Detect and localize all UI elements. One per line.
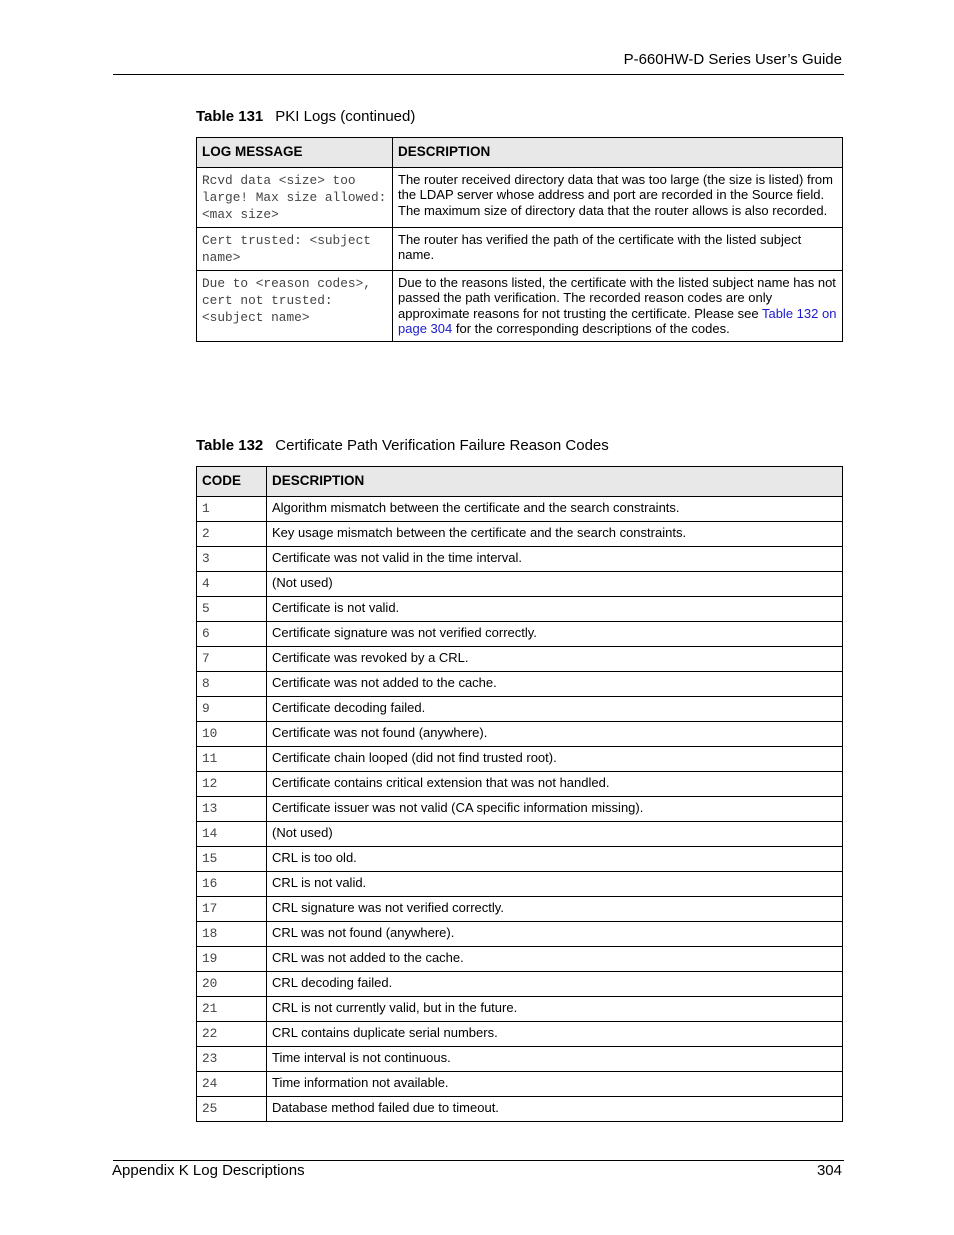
table-row: [197, 167, 843, 227]
description-cell: The router has verified the path of the certificate with the listed subject name.: [393, 227, 843, 270]
description-cell: Database method failed due to timeout.: [267, 1096, 843, 1121]
description-cell: CRL was not added to the cache.: [267, 946, 843, 971]
code-cell: 4: [197, 571, 267, 596]
code-cell: 20: [197, 971, 267, 996]
table-row: [197, 1021, 843, 1046]
footer-rule: [113, 1160, 844, 1161]
column-header-code: CODE: [197, 467, 267, 497]
table-132-cross-reference-link[interactable]: Table 132 on page 304: [398, 305, 837, 337]
code-cell: 3: [197, 546, 267, 571]
code-cell: 19: [197, 946, 267, 971]
description-cell: The router received directory data that was too large (the size is listed) from the LDAP server whose address and port are recorded in the Source field. The maximum size of directory data that the router allows is also recorded.: [393, 167, 843, 227]
table-132-caption: [196, 437, 609, 455]
code-cell: 10: [197, 721, 267, 746]
table-row: [197, 746, 843, 771]
code-cell: 15: [197, 846, 267, 871]
description-cell: Certificate is not valid.: [267, 596, 843, 621]
code-cell: 11: [197, 746, 267, 771]
header-rule: [113, 74, 844, 75]
code-cell: 21: [197, 996, 267, 1021]
description-cell: CRL was not found (anywhere).: [267, 921, 843, 946]
log-message-cell: Rcvd data <size> too large! Max size allowed: <max size>: [197, 167, 393, 227]
table-row: [197, 921, 843, 946]
table-131-caption-number: Table 131: [196, 108, 264, 125]
table-row: [197, 946, 843, 971]
table-132-caption-number: Table 132: [196, 437, 264, 454]
code-cell: 24: [197, 1071, 267, 1096]
code-cell: 14: [197, 821, 267, 846]
description-cell: CRL is too old.: [267, 846, 843, 871]
table-row: [197, 671, 843, 696]
code-cell: 22: [197, 1021, 267, 1046]
description-cell: CRL signature was not verified correctly.: [267, 896, 843, 921]
description-cell: Certificate issuer was not valid (CA specific information missing).: [267, 796, 843, 821]
code-cell: 7: [197, 646, 267, 671]
table-row: [197, 696, 843, 721]
table-row: [197, 871, 843, 896]
code-cell: 23: [197, 1046, 267, 1071]
table-row: [197, 521, 843, 546]
table-row: [197, 1096, 843, 1121]
table-header-row: [197, 138, 843, 168]
code-cell: 18: [197, 921, 267, 946]
table-row: [197, 1071, 843, 1096]
table-row: [197, 571, 843, 596]
code-cell: 6: [197, 621, 267, 646]
table-row: [197, 821, 843, 846]
table-row: [197, 796, 843, 821]
running-header: P-660HW-D Series User’s Guide: [623, 51, 842, 68]
table-row: [197, 996, 843, 1021]
description-cell: Algorithm mismatch between the certificate and the search constraints.: [267, 496, 843, 521]
table-row: [197, 1046, 843, 1071]
description-cell: Certificate was revoked by a CRL.: [267, 646, 843, 671]
code-cell: 16: [197, 871, 267, 896]
description-cell: Certificate decoding failed.: [267, 696, 843, 721]
code-cell: 9: [197, 696, 267, 721]
table-row: [197, 546, 843, 571]
description-cell: (Not used): [267, 821, 843, 846]
table-row: [197, 596, 843, 621]
reason-codes-body: [197, 496, 843, 1121]
table-row: [197, 270, 843, 341]
description-cell: CRL is not currently valid, but in the future.: [267, 996, 843, 1021]
table-row: [197, 846, 843, 871]
table-row: [197, 971, 843, 996]
description-cell: Time interval is not continuous.: [267, 1046, 843, 1071]
table-row: [197, 496, 843, 521]
description-cell: Certificate was not valid in the time interval.: [267, 546, 843, 571]
code-cell: 17: [197, 896, 267, 921]
log-message-cell: Due to <reason codes>, cert not trusted: <subject name>: [197, 270, 393, 341]
description-cell: Certificate was not found (anywhere).: [267, 721, 843, 746]
description-cell: CRL is not valid.: [267, 871, 843, 896]
description-cell: [393, 270, 843, 341]
table-row: [197, 646, 843, 671]
column-header-description: DESCRIPTION: [267, 467, 843, 497]
description-text: Due to the reasons listed, the certificate with the listed subject name has not passed the path verification. The recorded reason codes are only approximate reasons for not trusting the certificate. Please see: [398, 274, 836, 321]
description-text: for the corresponding descriptions of the codes.: [452, 321, 730, 337]
column-header-log-message: LOG MESSAGE: [197, 138, 393, 168]
code-cell: 12: [197, 771, 267, 796]
description-cell: Certificate was not added to the cache.: [267, 671, 843, 696]
footer-section-title: Appendix K Log Descriptions: [112, 1162, 305, 1179]
description-cell: CRL contains duplicate serial numbers.: [267, 1021, 843, 1046]
table-header-row: [197, 467, 843, 497]
description-cell: Certificate contains critical extension that was not handled.: [267, 771, 843, 796]
code-cell: 2: [197, 521, 267, 546]
table-row: [197, 721, 843, 746]
code-cell: 8: [197, 671, 267, 696]
table-row: [197, 227, 843, 270]
description-cell: Certificate signature was not verified correctly.: [267, 621, 843, 646]
log-message-cell: Cert trusted: <subject name>: [197, 227, 393, 270]
column-header-description: DESCRIPTION: [393, 138, 843, 168]
code-cell: 13: [197, 796, 267, 821]
pki-logs-table: [196, 137, 843, 342]
table-131-caption-text: PKI Logs (continued): [275, 108, 416, 125]
page-number: 304: [816, 1162, 842, 1179]
description-cell: (Not used): [267, 571, 843, 596]
description-cell: CRL decoding failed.: [267, 971, 843, 996]
table-row: [197, 896, 843, 921]
table-row: [197, 771, 843, 796]
description-cell: Certificate chain looped (did not find trusted root).: [267, 746, 843, 771]
code-cell: 25: [197, 1096, 267, 1121]
reason-codes-table: [196, 466, 843, 1122]
table-131-caption: [196, 108, 415, 126]
description-cell: Time information not available.: [267, 1071, 843, 1096]
code-cell: 1: [197, 496, 267, 521]
description-cell: Key usage mismatch between the certificate and the search constraints.: [267, 521, 843, 546]
table-row: [197, 621, 843, 646]
table-132-caption-text: Certificate Path Verification Failure Reason Codes: [275, 437, 609, 454]
code-cell: 5: [197, 596, 267, 621]
